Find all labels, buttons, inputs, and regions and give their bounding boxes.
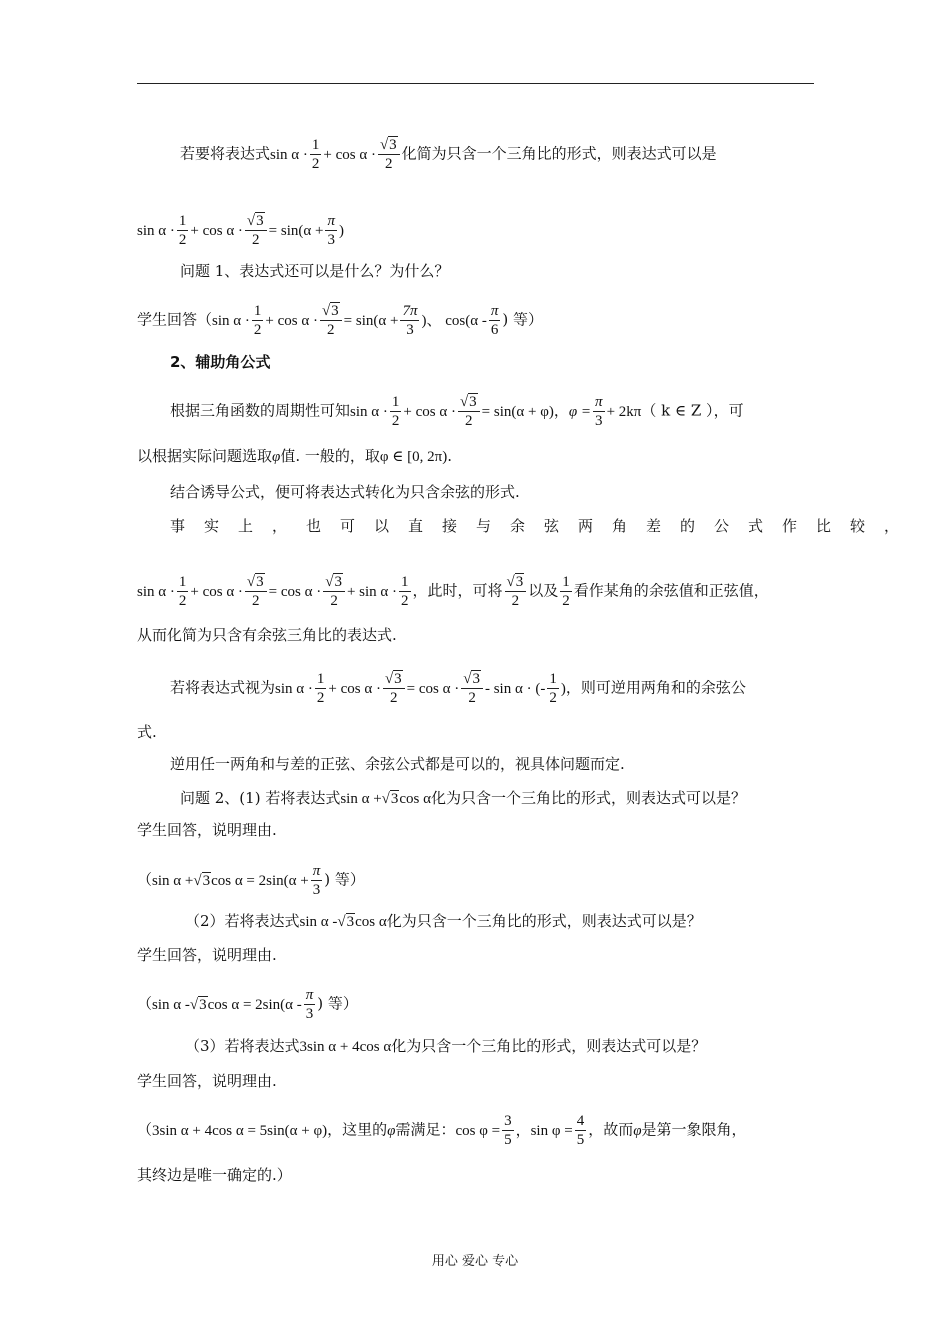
- fraction: $\frac{1}{2}$: [391, 394, 400, 429]
- paragraph-3: 根据三角函数的周期性可知sin α · $\frac{1}{2}$ + cos α · $\frac{√3}{2}$ = sin(α + φ)，φ = $\frac{\pi}{3}$ + 2kπ（ k ∈ Z ），可: [170, 394, 744, 429]
- fraction: $\frac{7\pi}{3}$: [402, 303, 418, 338]
- fraction: $\frac{√3}{2}$: [378, 136, 400, 173]
- paragraph-5: 结合诱导公式，便可将表达式转化为只含余弦的形式.: [170, 483, 520, 501]
- fraction: $\frac{\pi}{3}$: [305, 987, 314, 1022]
- fraction: $\frac{1}{2}$: [178, 574, 187, 609]
- paragraph-9: 若将表达式视为sin α · $\frac{1}{2}$ + cos α · $\frac{√3}{2}$ = cos α · $\frac{√3}{2}$ - sin α · (- $\frac{1}{2}$ )，则可逆用两角和的余弦公: [170, 671, 746, 706]
- header-rule: [137, 83, 814, 84]
- student-answer-2: 学生回答，说明理由.: [137, 946, 277, 964]
- answer-4: （3sin α + 4cos α = 5sin(α + φ)，这里的φ需满足：cos φ = $\frac{3}{5}$ ，sin φ = $\frac{4}{5}$ ，故而φ是第一象限角，: [137, 1113, 747, 1148]
- fraction: $\frac{\pi}{3}$: [595, 394, 603, 429]
- fraction: $\frac{√3}{2}$: [505, 573, 527, 610]
- student-answer-1: 学生回答，说明理由.: [137, 821, 277, 839]
- fraction: $\frac{1}{2}$: [316, 671, 325, 706]
- paragraph-1: 若要将表达式sin α · $\frac{1}{2}$ + cos α · $\frac{√3}{2}$ 化简为只含一个三角比的形式，则表达式可以是: [180, 137, 717, 172]
- fraction: $\frac{\pi}{6}$: [490, 303, 499, 338]
- fraction: $\frac{\pi}{3}$: [327, 213, 335, 248]
- fraction: $\frac{1}{2}$: [311, 137, 320, 172]
- fraction: $\frac{√3}{2}$: [323, 573, 345, 610]
- fraction: $\frac{√3}{2}$: [458, 393, 480, 430]
- fraction: $\frac{1}{2}$: [178, 213, 187, 248]
- question-2: 问题 2、(1) 若将表达式sin α +√3cos α化为只含一个三角比的形式，则表达式可以是？: [180, 789, 747, 807]
- page-footer: 用心 爱心 专心: [431, 1254, 519, 1269]
- fraction: $\frac{1}{2}$: [253, 303, 262, 338]
- answer-1: 学生回答（sin α · $\frac{1}{2}$ + cos α · $\frac{√3}{2}$ = sin(α + $\frac{7\pi}{3}$ )、 cos(α - $\frac{\pi}{6}$ ) 等）: [137, 303, 543, 338]
- section-heading: 2、辅助角公式: [170, 353, 271, 371]
- answer-3: （sin α -√3cos α = 2sin(α - $\frac{\pi}{3}$ ) 等）: [137, 987, 358, 1022]
- question-4: （3）若将表达式3sin α + 4cos α化为只含一个三角比的形式，则表达式可以是？: [185, 1037, 707, 1055]
- paragraph-12: 其终边是唯一确定的.）: [137, 1166, 292, 1184]
- question-1: 问题 1、表达式还可以是什么？为什么？: [180, 262, 450, 280]
- paragraph-11: 逆用任一两角和与差的正弦、余弦公式都是可以的，视具体问题而定.: [170, 755, 625, 773]
- fraction: $\frac{√3}{2}$: [245, 212, 267, 249]
- answer-2: （sin α +√3cos α = 2sin(α + $\frac{\pi}{3}$ ) 等）: [137, 863, 365, 898]
- fraction: $\frac{1}{2}$: [401, 574, 409, 609]
- paragraph-8: 从而化简为只含有余弦三角比的表达式.: [137, 626, 397, 644]
- fraction: $\frac{√3}{2}$: [383, 670, 405, 707]
- paragraph-10: 式.: [137, 723, 157, 741]
- fraction: $\frac{4}{5}$: [576, 1113, 585, 1148]
- fraction: $\frac{3}{5}$: [504, 1113, 512, 1148]
- paragraph-6: 事实上，也可以直接与余弦两角差的公式作比较，: [170, 517, 919, 535]
- paragraph-7: sin α · $\frac{1}{2}$ + cos α · $\frac{√3}{2}$ = cos α · $\frac{√3}{2}$ + sin α · $\frac{1}{2}$ ，此时，可将 $\frac{√3}{2}$ 以及 $\frac{1}{2}$ 看作某角的余弦值和正弦值，: [137, 574, 769, 609]
- fraction: $\frac{1}{2}$: [549, 671, 557, 706]
- question-3: （2）若将表达式sin α -√3cos α化为只含一个三角比的形式，则表达式可以是？: [185, 912, 702, 930]
- fraction: $\frac{\pi}{3}$: [312, 863, 321, 898]
- paragraph-4: 以根据实际问题选取φ值. 一般的，取φ ∈ [0, 2π).: [137, 447, 452, 465]
- fraction: $\frac{1}{2}$: [562, 574, 570, 609]
- fraction: $\frac{√3}{2}$: [461, 670, 483, 707]
- fraction: $\frac{√3}{2}$: [245, 573, 267, 610]
- student-answer-3: 学生回答，说明理由.: [137, 1072, 277, 1090]
- fraction: $\frac{√3}{2}$: [320, 302, 342, 339]
- formula-1: sin α · $\frac{1}{2}$ + cos α · $\frac{√3}{2}$ = sin(α + $\frac{\pi}{3}$ ): [137, 213, 344, 248]
